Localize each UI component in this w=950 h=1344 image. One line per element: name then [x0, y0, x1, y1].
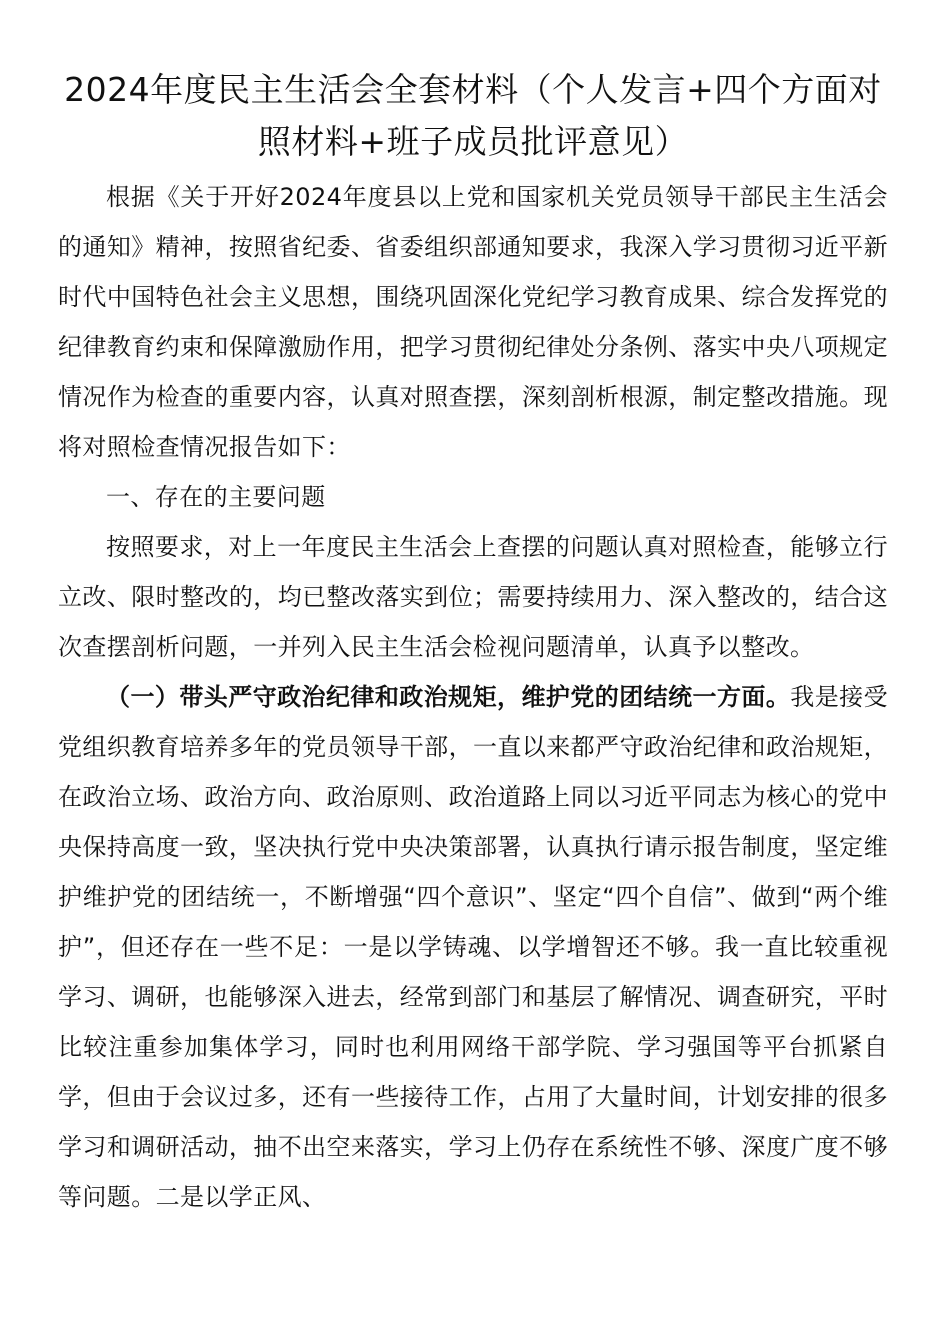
section-one-lead: （一）带头严守政治纪律和政治规矩，维护党的团结统一方面。: [106, 683, 791, 711]
section-heading-main-problems: 一、存在的主要问题: [106, 483, 326, 511]
intro-paragraph: 根据《关于开好2024年度县以上党和国家机关党员领导干部民主生活会的通知》精神，按照省纪委、省委组织部通知要求，我深入学习贯彻习近平新时代中国特色社会主义思想，围绕巩固深化党纪学习教育成果、综合发挥党的纪律教育约束和保障激励作用，把学习贯彻纪律处分条例、落实中央八项规定情况作为检查的重要内容，认真对照查摆，深刻剖析根源，制定整改措施。现将对照检查情况报告如下：: [58, 183, 888, 461]
document-title: 2024年度民主生活会全套材料（个人发言+四个方面对照材料+班子成员批评意见）: [64, 70, 882, 161]
section-one-body: 我是接受党组织教育培养多年的党员领导干部，一直以来都严守政治纪律和政治规矩，在政治立场、政治方向、政治原则、政治道路上同以习近平同志为核心的党中央保持高度一致，坚决执行党中央决策部署，认真执行请示报告制度，坚定维护维护党的团结统一，不断增强“四个意识”、坚定“四个自信”、做到“两个维护”，但还存在一些不足：一是以学铸魂、以学增智还不够。我一直比较重视学习、调研，也能够深入进去，经常到部门和基层了解情况、调查研究，平时比较注重参加集体学习，同时也利用网络干部学院、学习强国等平台抓紧自学，但由于会议过多，还有一些接待工作，占用了大量时间，计划安排的很多学习和调研活动，抽不出空来落实，学习上仍存在系统性不够、深度广度不够等问题。二是以学正风、: [58, 683, 888, 1211]
rectification-paragraph: 按照要求，对上一年度民主生活会上查摆的问题认真对照检查，能够立行立改、限时整改的，均已整改落实到位；需要持续用力、深入整改的，结合这次查摆剖析问题，一并列入民主生活会检视问题清单，认真予以整改。: [58, 533, 888, 661]
section-one-paragraph: [58, 672, 888, 1222]
